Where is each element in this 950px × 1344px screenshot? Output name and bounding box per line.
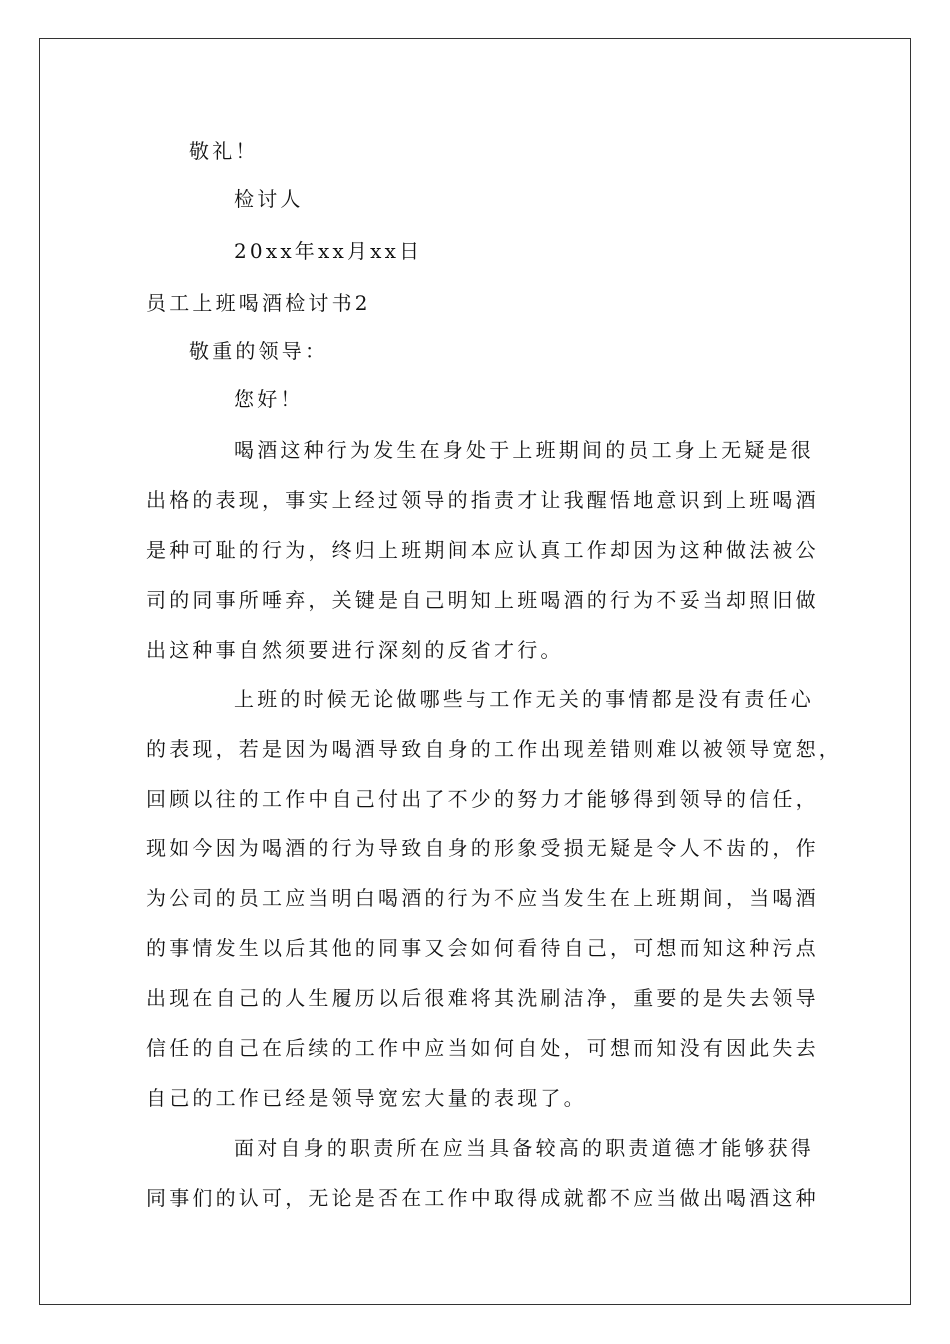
paragraph2-line: 自己的工作已经是领导宽宏大量的表现了。 xyxy=(146,1086,587,1110)
paragraph2-line: 的事情发生以后其他的同事又会如何看待自己，可想而知这种污点 xyxy=(146,936,819,960)
signature-label: 检讨人 xyxy=(234,187,304,211)
paragraph1-line: 是种可耻的行为，终归上班期间本应认真工作却因为这种做法被公 xyxy=(146,538,819,562)
paragraph1-line: 出这种事自然须要进行深刻的反省才行。 xyxy=(146,638,564,662)
closing-text: 敬礼！ xyxy=(189,139,259,163)
page-border xyxy=(39,38,911,1305)
paragraph1-line: 喝酒这种行为发生在身处于上班期间的员工身上无疑是很 xyxy=(234,438,814,462)
paragraph2-line: 为公司的员工应当明白喝酒的行为不应当发生在上班期间，当喝酒 xyxy=(146,886,819,910)
paragraph3-line: 面对自身的职责所在应当具备较高的职责道德才能够获得 xyxy=(234,1136,814,1160)
salutation: 敬重的领导： xyxy=(189,339,329,363)
paragraph2-line: 回顾以往的工作中自己付出了不少的努力才能够得到领导的信任， xyxy=(146,787,819,811)
paragraph2-line: 出现在自己的人生履历以后很难将其洗刷洁净，重要的是失去领导 xyxy=(146,986,819,1010)
paragraph2-line: 信任的自己在后续的工作中应当如何自处，可想而知没有因此失去 xyxy=(146,1036,819,1060)
paragraph1-line: 司的同事所唾弃，关键是自己明知上班喝酒的行为不妥当却照旧做 xyxy=(146,588,819,612)
date-line: 20xx年xx月xx日 xyxy=(234,239,423,263)
paragraph1-line: 出格的表现，事实上经过领导的指责才让我醒悟地意识到上班喝酒 xyxy=(146,488,819,512)
paragraph2-line: 现如今因为喝酒的行为导致自身的形象受损无疑是令人不齿的，作 xyxy=(146,836,819,860)
paragraph3-line: 同事们的认可，无论是否在工作中取得成就都不应当做出喝酒这种 xyxy=(146,1186,819,1210)
paragraph2-line: 的表现，若是因为喝酒导致自身的工作出现差错则难以被领导宽恕， xyxy=(146,737,842,761)
document-title: 员工上班喝酒检讨书2 xyxy=(146,291,371,315)
paragraph2-line: 上班的时候无论做哪些与工作无关的事情都是没有责任心 xyxy=(234,687,814,711)
greeting: 您好！ xyxy=(234,387,304,411)
